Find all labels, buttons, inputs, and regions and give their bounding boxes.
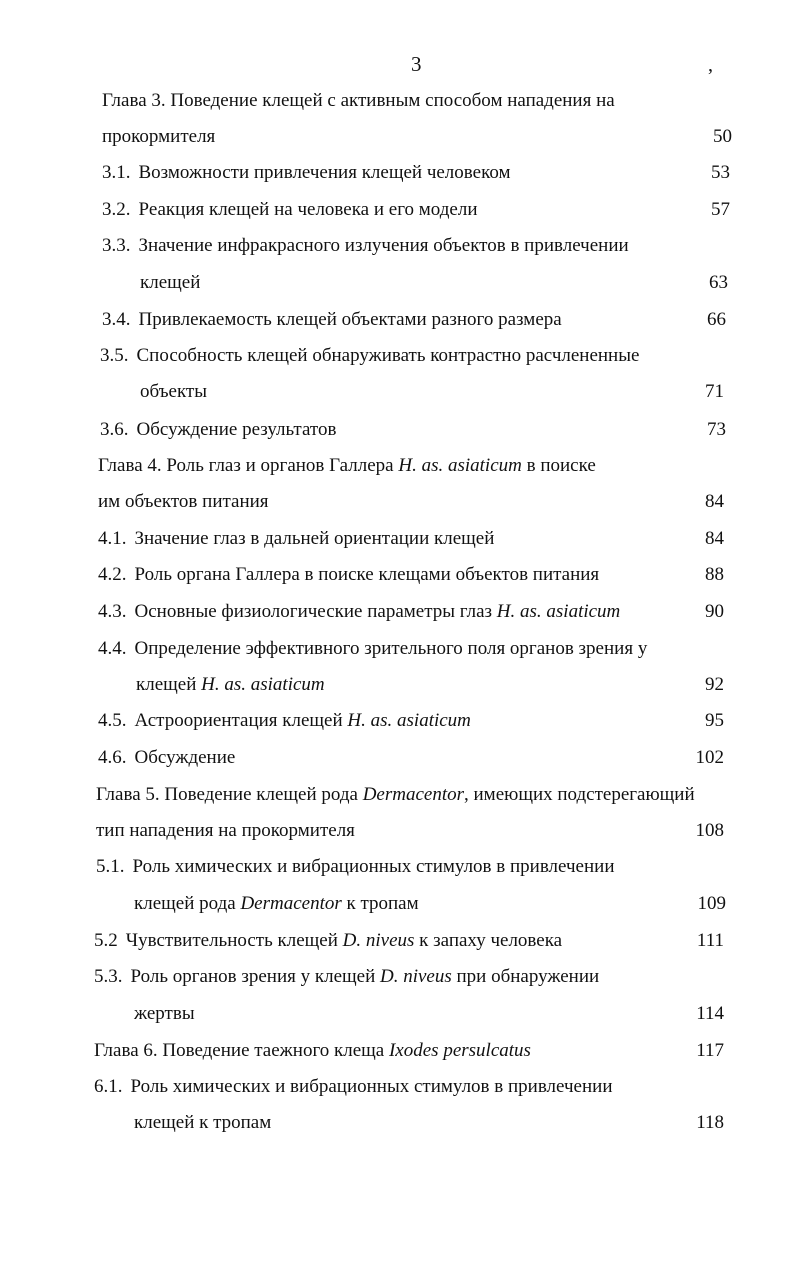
toc-section-title <box>135 601 621 622</box>
toc-section-page: 53 <box>711 162 730 183</box>
species-name: D. niveus <box>380 966 452 987</box>
toc-section-3-2 <box>0 195 796 225</box>
toc-section-number: 6.1. <box>94 1076 123 1097</box>
text-part: клещей <box>136 674 202 695</box>
toc-section-number: 4.6. <box>98 747 127 768</box>
toc-chapter-6-title <box>94 1036 531 1066</box>
text-part: в поиске <box>521 455 596 476</box>
toc-section-title: Реакция клещей на человека и его модели <box>138 199 478 220</box>
text-part: Чувствительность клещей <box>125 930 343 951</box>
species-name: D. niveus <box>342 930 415 951</box>
species-name: H. as. asiaticum <box>201 674 325 695</box>
toc-chapter-5-title-line1 <box>96 780 695 810</box>
toc-section-5-1-line2 <box>0 889 796 919</box>
toc-section-5-2 <box>0 926 796 956</box>
toc-section-3-5 <box>0 341 796 371</box>
toc-section-6-1 <box>0 1072 796 1102</box>
text-part: Глава 4. Роль глаз и органов Галлера <box>98 455 399 476</box>
toc-chapter-5 <box>0 780 796 810</box>
toc-section-number: 3.4. <box>102 309 131 330</box>
toc-section-number: 4.5. <box>98 710 127 731</box>
toc-section-3-1 <box>0 158 796 188</box>
toc-section-title-line2 <box>134 889 419 919</box>
toc-section-4-4 <box>0 634 796 664</box>
toc-section-number: 5.3. <box>94 966 123 987</box>
text-part: Основные физиологические параметры глаз <box>134 601 497 622</box>
genus-name: Dermacentor <box>240 893 342 914</box>
toc-section-5-3 <box>0 962 796 992</box>
toc-chapter-4-title-line2: им объектов питания <box>98 491 269 512</box>
toc-section-3-5-line2 <box>0 377 796 407</box>
toc-chapter-4-line2 <box>0 487 796 517</box>
toc-chapter-3-title-line2: прокормителя <box>102 126 216 147</box>
toc-section-title-line1: Значение инфракрасного излучения объектов в привлечении <box>138 235 629 256</box>
toc-section-title: Возможности привлечения клещей человеком <box>138 162 511 183</box>
toc-section-3-3 <box>0 231 796 261</box>
toc-section-page: 88 <box>705 564 724 585</box>
page-number: 3 <box>411 52 422 76</box>
toc-section-number: 3.2. <box>102 199 131 220</box>
toc-section-page: 66 <box>707 309 726 330</box>
toc-chapter-4-title-line1 <box>98 451 596 481</box>
toc-chapter-3-page: 50 <box>713 126 732 147</box>
text-part: Глава 6. Поведение таежного клеща <box>94 1040 389 1061</box>
toc-section-title-line1: Определение эффективного зрительного поля органов зрения у <box>134 638 648 659</box>
toc-section-4-6 <box>0 743 796 773</box>
toc-section-title: Привлекаемость клещей объектами разного размера <box>138 309 562 330</box>
toc-section-page: 114 <box>696 1003 724 1024</box>
toc-section-number: 4.2. <box>98 564 127 585</box>
toc-section-page: 111 <box>696 930 724 951</box>
toc-chapter-6 <box>0 1036 796 1066</box>
toc-section-number: 3.1. <box>102 162 131 183</box>
toc-section-title-line1 <box>131 966 600 987</box>
toc-section-number: 4.1. <box>98 528 127 549</box>
toc-chapter-6-page: 117 <box>696 1040 724 1061</box>
toc-section-page: 57 <box>711 199 730 220</box>
toc-section-page: 63 <box>709 272 728 293</box>
toc-section-title: Значение глаз в дальней ориентации клещей <box>134 528 495 549</box>
text-part: Глава 5. Поведение клещей рода <box>96 784 363 805</box>
text-part: Астроориентация клещей <box>134 710 348 731</box>
toc-section-title: Обсуждение результатов <box>136 419 337 440</box>
toc-section-4-5 <box>0 706 796 736</box>
toc-section-title-line2: клещей к тропам <box>134 1112 272 1133</box>
genus-name: Dermacentor <box>362 784 464 805</box>
toc-section-title: Обсуждение <box>134 747 236 768</box>
text-part: к запаху человека <box>414 930 563 951</box>
toc-chapter-5-page: 108 <box>695 820 724 841</box>
toc-section-page: 118 <box>696 1112 724 1133</box>
text-part: при обнаружении <box>451 966 600 987</box>
toc-chapter-3-title-line1: Глава 3. Поведение клещей с активным способом нападения на <box>102 90 615 111</box>
toc-section-title-line1: Способность клещей обнаруживать контрастно расчлененные <box>136 345 640 366</box>
corner-mark: , <box>708 54 713 76</box>
toc-section-title <box>135 710 471 731</box>
toc-chapter-3 <box>0 86 796 116</box>
toc-section-3-4 <box>0 305 796 335</box>
toc-section-title-line2: жертвы <box>134 1003 195 1024</box>
toc-section-4-2 <box>0 560 796 590</box>
species-name: H. as. asiaticum <box>347 710 471 731</box>
toc-section-5-3-line2 <box>0 999 796 1029</box>
toc-section-page: 71 <box>705 381 724 402</box>
toc-section-page: 73 <box>707 419 726 440</box>
toc-chapter-5-line2 <box>0 816 796 846</box>
toc-section-title-line2: объекты <box>140 381 208 402</box>
text-part: Роль органов зрения у клещей <box>130 966 380 987</box>
toc-section-title-line1: Роль химических и вибрационных стимулов в привлечении <box>132 856 615 877</box>
toc-section-6-1-line2 <box>0 1108 796 1138</box>
toc-section-number: 3.6. <box>100 419 129 440</box>
toc-section-number: 5.2 <box>94 930 118 951</box>
text-part: к тропам <box>341 893 419 914</box>
text-part: клещей рода <box>134 893 241 914</box>
toc-chapter-4-page: 84 <box>705 491 724 512</box>
toc-section-number: 4.3. <box>98 601 127 622</box>
toc-section-page: 90 <box>705 601 724 622</box>
toc-section-4-1 <box>0 524 796 554</box>
toc-chapter-3-line2 <box>0 122 796 152</box>
species-name: H. as. asiaticum <box>496 601 621 622</box>
text-part: , имеющих подстерегающий <box>464 784 695 805</box>
species-name: Ixodes persulcatus <box>388 1040 531 1061</box>
toc-section-3-3-line2 <box>0 268 796 298</box>
toc-section-page: 109 <box>697 893 726 914</box>
toc-section-number: 3.5. <box>100 345 129 366</box>
toc-section-5-1 <box>0 852 796 882</box>
toc-section-number: 4.4. <box>98 638 127 659</box>
toc-section-page: 102 <box>695 747 724 768</box>
toc-section-page: 92 <box>705 674 724 695</box>
toc-section-title-line2: клещей <box>140 272 201 293</box>
toc-section-title <box>126 930 562 951</box>
toc-section-4-4-line2 <box>0 670 796 700</box>
toc-section-title-line2 <box>136 670 325 700</box>
toc-chapter-5-title-line2: тип нападения на прокормителя <box>96 820 355 841</box>
toc-section-number: 5.1. <box>96 856 125 877</box>
toc-section-4-3 <box>0 597 796 627</box>
toc-section-title: Роль органа Галлера в поиске клещами объектов питания <box>134 564 600 585</box>
toc-section-title-line1: Роль химических и вибрационных стимулов в привлечении <box>130 1076 613 1097</box>
toc-section-page: 84 <box>705 528 724 549</box>
toc-section-page: 95 <box>705 710 724 731</box>
toc-section-number: 3.3. <box>102 235 131 256</box>
species-name: H. as. asiaticum <box>398 455 522 476</box>
toc-section-3-6 <box>0 415 796 445</box>
toc-chapter-4 <box>0 451 796 481</box>
